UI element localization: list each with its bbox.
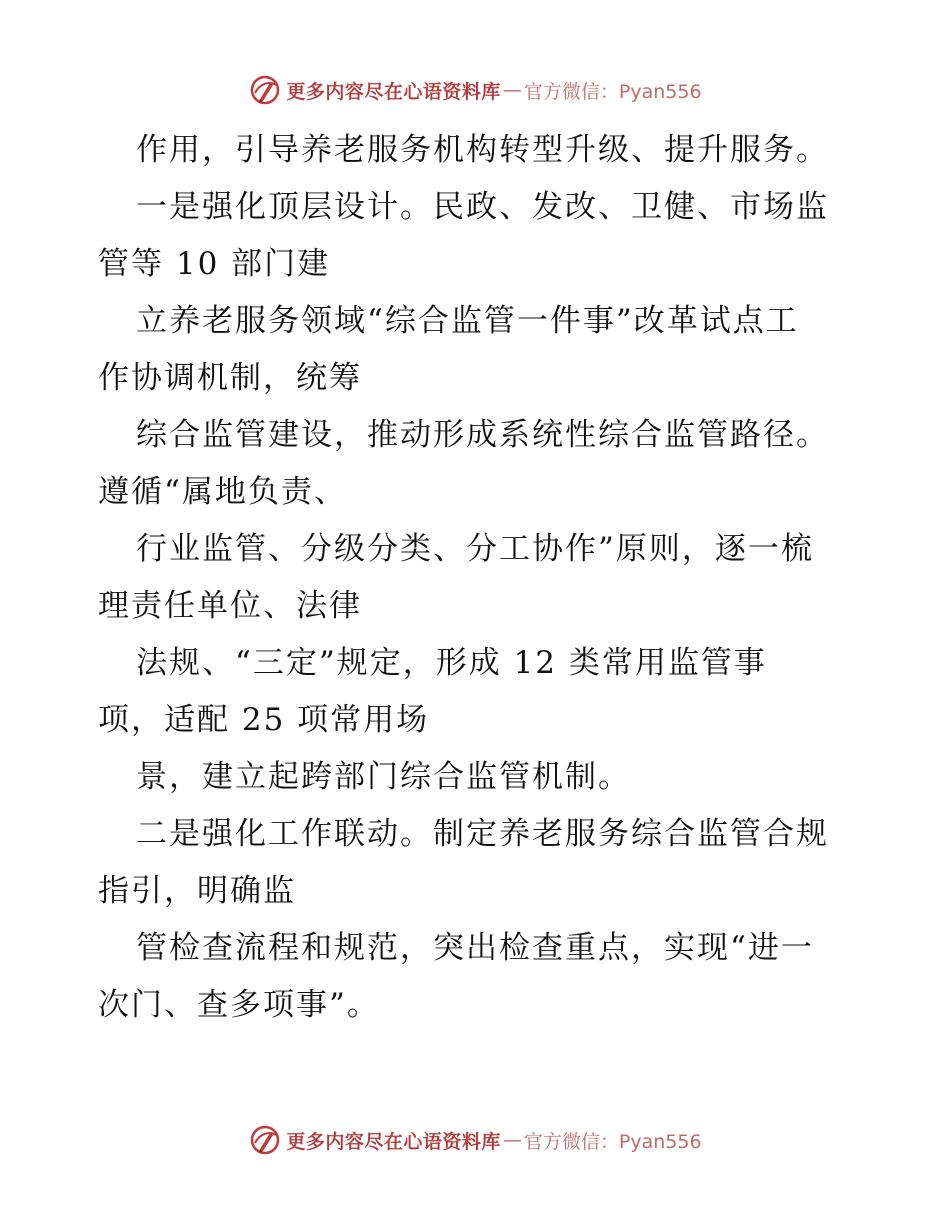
text-line: 指引，明确监 <box>98 873 296 909</box>
page-footer <box>0 1120 950 1160</box>
document-body <box>98 122 858 1034</box>
text-line: 立养老服务领域“综合监管一件事”改革试点工 <box>136 303 799 339</box>
text-line: 次门、查多项事”。 <box>98 987 380 1023</box>
page-header <box>0 70 950 110</box>
footer-dash: — <box>502 1129 522 1151</box>
header-brand-text: 更多内容尽在心语资料库 <box>286 80 501 103</box>
text-line: 遵循“属地负责、 <box>98 474 347 510</box>
header-wechat-text: 官方微信：Pyan556 <box>523 80 702 103</box>
pen-swirl-logo-icon <box>248 1123 282 1157</box>
text-line: 综合监管建设，推动形成系统性综合监管路径。 <box>136 417 829 453</box>
text-line: 作用，引导养老服务机构转型升级、提升服务。 <box>136 132 829 168</box>
footer-wechat-text: 官方微信：Pyan556 <box>523 1130 702 1153</box>
text-line: 作协调机制，统筹 <box>98 360 362 396</box>
text-line: 二是强化工作联动。制定养老服务综合监管合规 <box>136 816 829 852</box>
header-dash: — <box>502 79 522 101</box>
text-line: 理责任单位、法律 <box>98 588 362 624</box>
text-line: 行业监管、分级分类、分工协作”原则，逐一梳 <box>136 531 814 567</box>
text-line: 项，适配 25 项常用场 <box>98 702 430 738</box>
footer-brand-text: 更多内容尽在心语资料库 <box>286 1130 501 1153</box>
text-line: 管等 10 部门建 <box>98 246 331 282</box>
text-line: 管检查流程和规范，突出检查重点，实现“进一 <box>136 930 814 966</box>
text-line: 法规、“三定”规定，形成 12 类常用监管事 <box>136 645 767 681</box>
text-line: 一是强化顶层设计。民政、发改、卫健、市场监 <box>136 189 829 225</box>
text-line: 景，建立起跨部门综合监管机制。 <box>136 759 631 795</box>
pen-swirl-logo-icon <box>248 73 282 107</box>
